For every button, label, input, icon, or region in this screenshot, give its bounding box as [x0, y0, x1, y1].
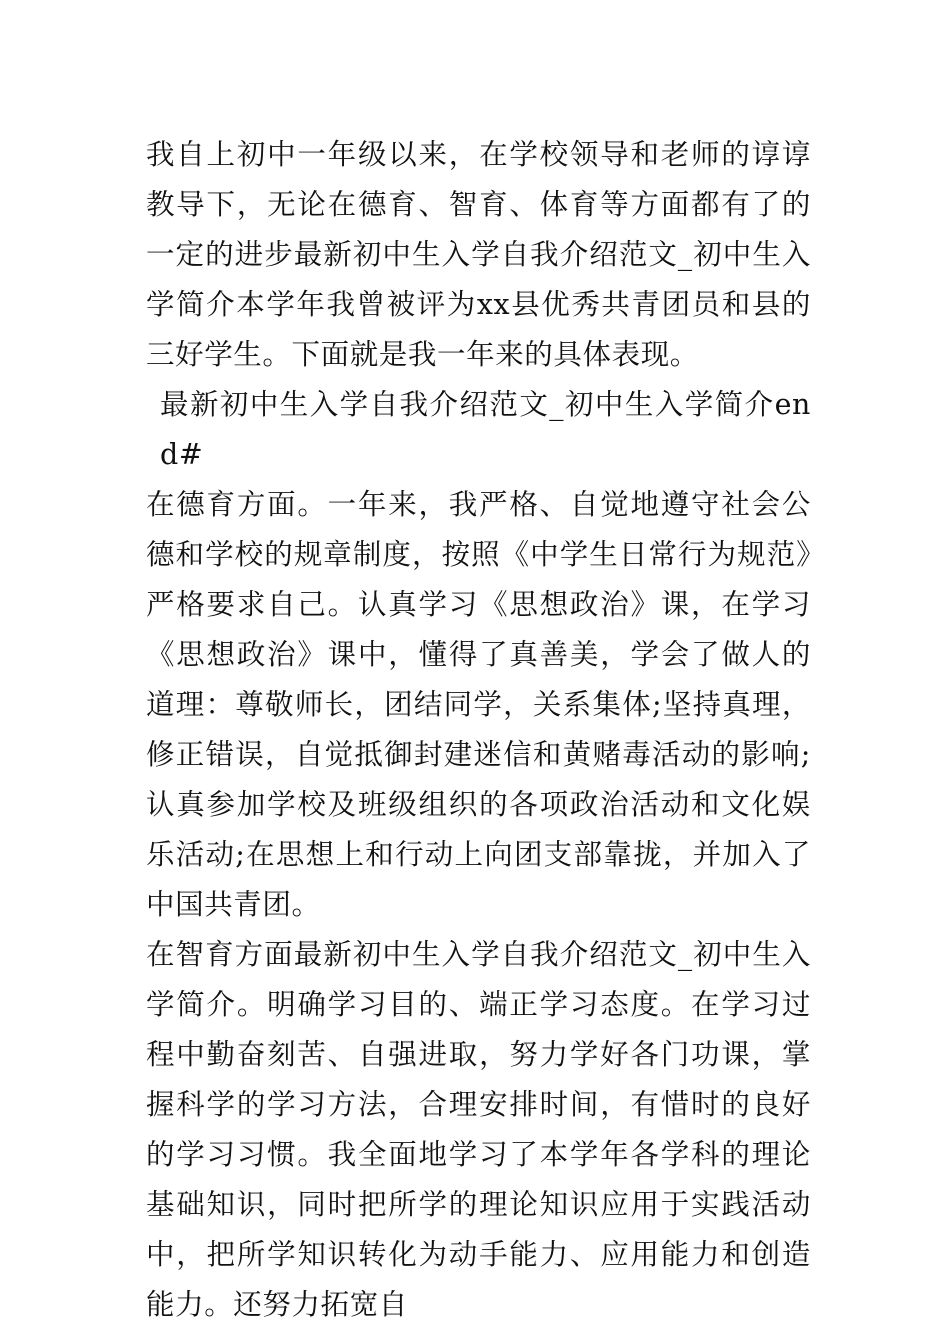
- paragraph-intro: 我自上初中一年级以来，在学校领导和老师的谆谆教导下，无论在德育、智育、体育等方面都有了的一定的进步最新初中生入学自我介绍范文_初中生入学简介本学年我曾被评为xx县优秀共青团员和县的三好学生。下面就是我一年来的具体表现。: [146, 138, 811, 371]
- paragraph-intellectual-education: 在智育方面最新初中生入学自我介绍范文_初中生入学简介。明确学习目的、端正学习态度。在学习过程中勤奋刻苦、自强进取，努力学好各门功课，掌握科学的学习方法，合理安排时间，有惜时的良好的学习习惯。我全面地学习了本学年各学科的理论基础知识，同时把所学的理论知识应用于实践活动中，把所学知识转化为动手能力、应用能力和创造能力。还努力拓宽自: [146, 938, 811, 1321]
- paragraph-title-repeat: 最新初中生入学自我介绍范文_初中生入学简介end#: [160, 388, 811, 471]
- document-body: [146, 130, 811, 1330]
- paragraph-moral-education: 在德育方面。一年来，我严格、自觉地遵守社会公德和学校的规章制度，按照《中学生日常行为规范》严格要求自己。认真学习《思想政治》课，在学习《思想政治》课中，懂得了真善美，学会了做人的道理：尊敬师长，团结同学，关系集体;坚持真理，修正错误，自觉抵御封建迷信和黄赌毒活动的影响;认真参加学校及班级组织的各项政治活动和文化娱乐活动;在思想上和行动上向团支部靠拢，并加入了中国共青团。: [146, 488, 811, 921]
